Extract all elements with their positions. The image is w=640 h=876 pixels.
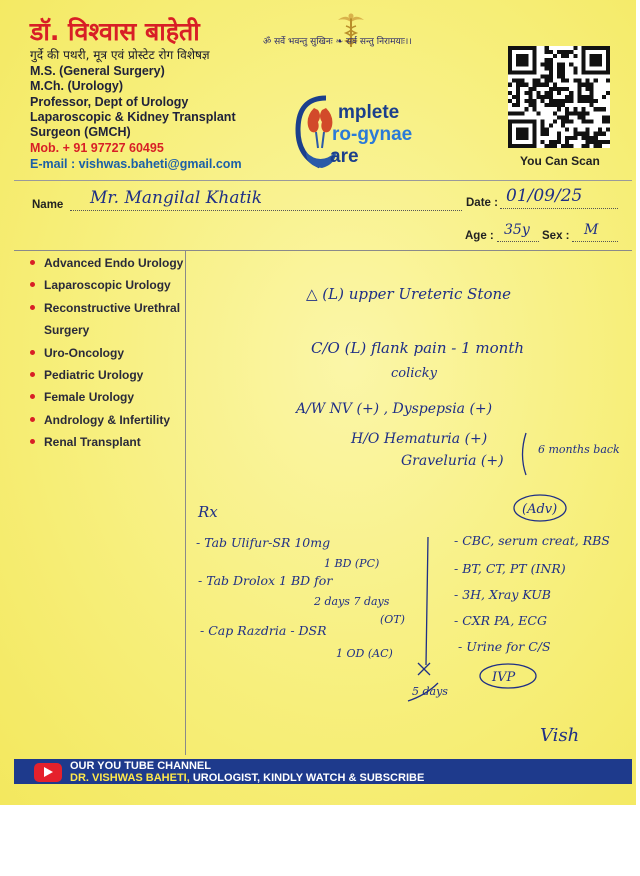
qualification-line: M.Ch. (Urology) [30, 79, 124, 93]
qualification-line: M.S. (General Surgery) [30, 64, 165, 78]
kidney-logo-icon [292, 92, 462, 176]
medication-dose: 1 BD (PC) [324, 557, 380, 570]
duration: 5 days [412, 685, 448, 698]
name-line [70, 210, 462, 211]
bullet-icon [30, 282, 35, 287]
header-divider [14, 180, 632, 181]
medication: - Cap Razdria - DSR [200, 623, 327, 638]
sex-value: M [584, 222, 599, 238]
list-item: Uro-Oncology [30, 342, 183, 364]
diagnosis: △ (L) upper Ureteric Stone [306, 285, 512, 303]
medication-dose: 2 days 7 days [314, 595, 390, 608]
history-bracket [523, 433, 527, 475]
investigation: - Urine for C/S [458, 639, 551, 654]
specialty-list [30, 252, 183, 454]
medication: - Tab Drolox 1 BD for [198, 573, 333, 588]
logo-word: ro-gynae [332, 124, 413, 145]
qr-caption: You Can Scan [520, 154, 600, 168]
bullet-icon [30, 350, 35, 355]
medication: - Tab Ulifur-SR 10mg [196, 535, 331, 550]
list-item: Pediatric Urology [30, 364, 183, 386]
investigation: - BT, CT, PT (INR) [454, 561, 566, 576]
handwritten-notes [186, 255, 636, 755]
rx-symbol: Rx [198, 503, 218, 521]
qr-code[interactable] [508, 46, 610, 148]
logo-word: are [330, 146, 359, 167]
age-label: Age : [465, 230, 494, 242]
body-divider [14, 250, 632, 251]
sex-label: Sex : [542, 230, 570, 242]
mobile-number: Mob. + 91 97727 60495 [30, 141, 164, 155]
investigation: - CXR PA, ECG [454, 613, 547, 628]
age-line [497, 241, 539, 242]
list-item: Surgery [44, 323, 90, 338]
associated-symptoms: A/W NV (+) , Dyspepsia (+) [296, 401, 493, 417]
banner-title: OUR YOU TUBE CHANNEL [70, 760, 211, 772]
bullet-icon [30, 260, 35, 265]
investigation: IVP [492, 670, 516, 685]
bullet-icon [30, 439, 35, 444]
list-item: Reconstructive Urethral [30, 297, 183, 319]
qualification-line: Laparoscopic & Kidney Transplant [30, 110, 236, 124]
play-icon [44, 767, 53, 777]
doctor-name: डॉ. विश्वास बाहेती [30, 17, 200, 46]
qualification-line: Professor, Dept of Urology [30, 95, 189, 109]
banner-subtitle: DR. VISHWAS BAHETI, UROLOGIST, KINDLY WATCH & SUBSCRIBE [70, 772, 425, 784]
bullet-icon [30, 372, 35, 377]
list-item: Renal Transplant [30, 431, 183, 453]
date-value: 01/09/25 [506, 186, 583, 206]
logo-word: mplete [338, 102, 400, 123]
clinic-logo [292, 92, 462, 176]
medication-dose: 1 OD (AC) [336, 647, 393, 660]
column-divider [426, 537, 428, 665]
cross-mark [418, 663, 430, 675]
motto: ॐ सर्वे भवन्तु सुखिनः ❧ सर्व सन्तु निरामयाः।। [263, 37, 412, 47]
sex-line [572, 241, 618, 242]
bullet-icon [30, 394, 35, 399]
complaint: C/O (L) flank pain - 1 month [311, 339, 525, 357]
date-label: Date : [466, 197, 498, 209]
history-hematuria: H/O Hematuria (+) [351, 431, 488, 447]
date-line [500, 208, 618, 209]
signature: Vish [540, 725, 580, 746]
bullet-icon [30, 305, 35, 310]
complaint-detail: colicky [391, 366, 437, 381]
investigation: - CBC, serum creat, RBS [454, 533, 610, 548]
investigation: - 3H, Xray KUB [454, 587, 551, 602]
list-item: Female Urology [30, 386, 183, 408]
history-duration: 6 months back [538, 443, 620, 456]
list-item: Advanced Endo Urology [30, 252, 183, 274]
medication-dose: (OT) [380, 613, 405, 626]
bullet-icon [30, 417, 35, 422]
name-label: Name [32, 199, 64, 211]
patient-name: Mr. Mangilal Khatik [90, 188, 263, 208]
specialty-hindi: गुर्दे की पथरी, मूत्र एवं प्रोस्टेट रोग विशेषज्ञ [30, 48, 210, 62]
age-value: 35y [504, 222, 530, 238]
history-graveluria: Graveluria (+) [401, 453, 504, 469]
email-address: E-mail : vishwas.baheti@gmail.com [30, 157, 242, 171]
qualification-line: Surgeon (GMCH) [30, 125, 131, 139]
advice-label: (Adv) [522, 502, 558, 517]
list-item: Andrology & Infertility [30, 409, 183, 431]
list-item: Laparoscopic Urology [30, 274, 183, 296]
